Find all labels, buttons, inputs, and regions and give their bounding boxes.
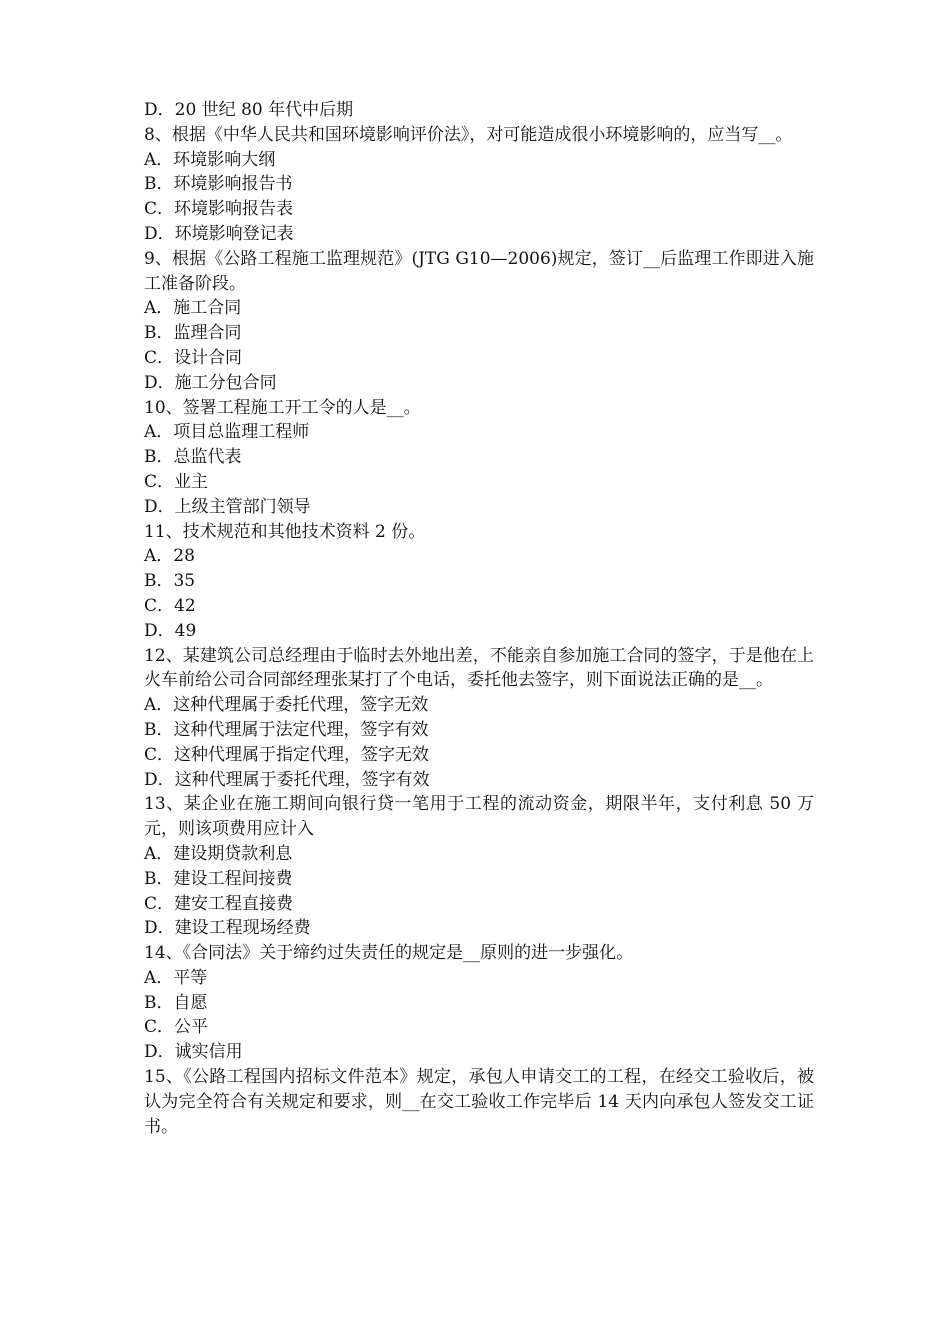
option-line: A．这种代理属于委托代理，签字无效 bbox=[144, 695, 429, 716]
option-line: C．这种代理属于指定代理，签字无效 bbox=[144, 744, 430, 765]
option-line: C．公平 bbox=[144, 1017, 209, 1038]
option-line: C．42 bbox=[144, 595, 196, 616]
option-line: B．建设工程间接费 bbox=[144, 868, 293, 889]
option-line: D．上级主管部门领导 bbox=[144, 496, 311, 517]
question-text: 12、某建筑公司总经理由于临时去外地出差，不能亲自参加施工合同的签字，于是他在上火车前给公司合同部经理张某打了个电话，委托他去签字，则下面说法正确的是__。 bbox=[144, 645, 814, 691]
option-line: D．建设工程现场经费 bbox=[144, 918, 311, 939]
option-line: D．20 世纪 80 年代中后期 bbox=[144, 100, 354, 120]
question-text: 9、根据《公路工程施工监理规范》(JTG G10—2006)规定，签订__后监理工作即进入施工准备阶段。 bbox=[144, 248, 814, 294]
option-line: A．环境影响大纲 bbox=[144, 149, 276, 170]
option-line: D．环境影响登记表 bbox=[144, 223, 294, 244]
option-line: C．环境影响报告表 bbox=[144, 199, 294, 220]
question-text: 13、某企业在施工期间向银行贷一笔用于工程的流动资金，期限半年，支付利息 50 万元，则该项费用应计入 bbox=[144, 794, 814, 840]
question-text: 10、签署工程施工开工令的人是__。 bbox=[144, 397, 421, 418]
option-line: A．项目总监理工程师 bbox=[144, 422, 310, 443]
option-line: A．平等 bbox=[144, 967, 208, 988]
question-text: 14、《合同法》关于缔约过失责任的规定是__原则的进一步强化。 bbox=[144, 943, 634, 964]
document-page bbox=[144, 98, 814, 1139]
option-line: C．设计合同 bbox=[144, 347, 243, 368]
option-line: B．35 bbox=[144, 571, 196, 592]
question-text: 15、《公路工程国内招标文件范本》规定，承包人申请交工的工程，在经交工验收后，被认为完全符合有关规定和要求，则__在交工验收工作完毕后 14 天内向承包人签发交工证书。 bbox=[144, 1067, 814, 1137]
option-line: C．业主 bbox=[144, 471, 209, 492]
option-line: B．环境影响报告书 bbox=[144, 174, 293, 195]
option-line: C．建安工程直接费 bbox=[144, 893, 294, 914]
option-line: B．监理合同 bbox=[144, 323, 242, 344]
option-line: A．28 bbox=[144, 546, 195, 567]
question-text: 11、技术规范和其他技术资料 2 份。 bbox=[144, 521, 426, 542]
option-line: D．施工分包合同 bbox=[144, 372, 277, 393]
option-line: B．自愿 bbox=[144, 992, 208, 1013]
option-line: A．建设期贷款利息 bbox=[144, 843, 293, 864]
option-line: B．这种代理属于法定代理，签字有效 bbox=[144, 719, 429, 740]
option-line: B．总监代表 bbox=[144, 447, 242, 468]
option-line: D．这种代理属于委托代理，签字有效 bbox=[144, 769, 430, 790]
option-line: A．施工合同 bbox=[144, 298, 242, 319]
question-text: 8、根据《中华人民共和国环境影响评价法》，对可能造成很小环境影响的，应当写__。 bbox=[144, 124, 793, 145]
option-line: D．诚实信用 bbox=[144, 1042, 243, 1063]
option-line: D．49 bbox=[144, 620, 197, 641]
